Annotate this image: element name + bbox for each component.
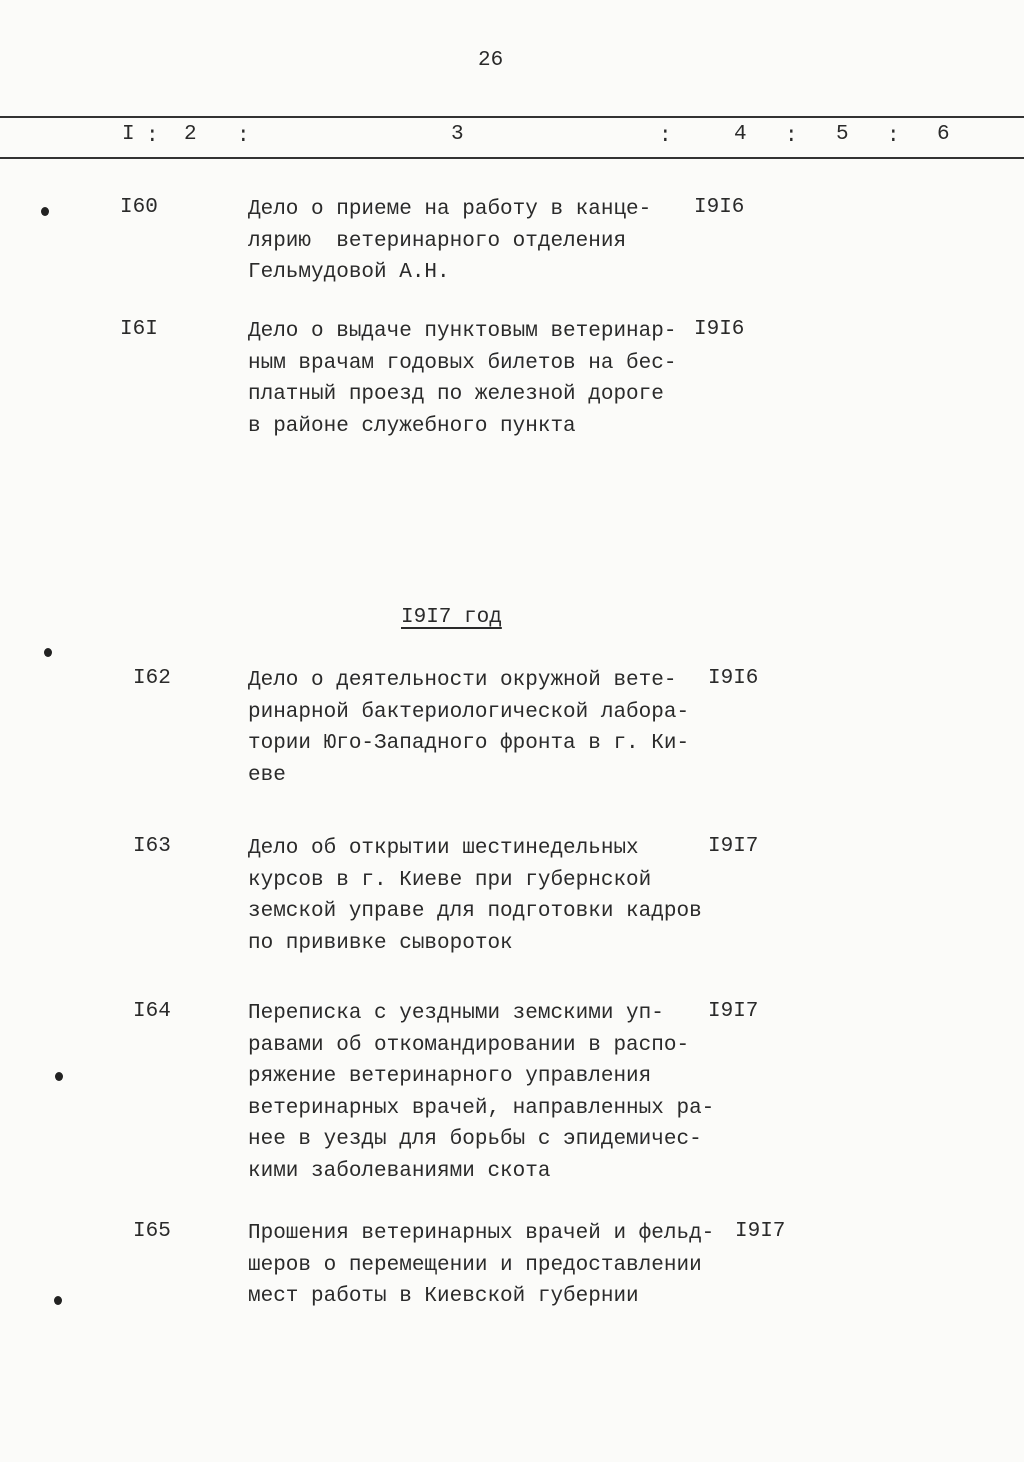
entry-title-line: Дело о приеме на работу в канце- (248, 198, 652, 221)
entry-title-line: ринарной бактериологической лабора- (248, 700, 690, 724)
entry-title-line: Прошения ветеринарных врачей и фельд- (248, 1222, 715, 1245)
entry-title-line: курсов в г. Киеве при губернской (248, 868, 652, 892)
entry-title-line: Переписка с уездными земскими уп- (248, 1002, 664, 1025)
header-bottom-rule (0, 157, 1024, 159)
column-header-1: I (122, 123, 135, 146)
entry-year: I9I7 (708, 1000, 759, 1023)
entry-title-line: равами об откомандировании в распо- (248, 1033, 690, 1057)
entry-year: I9I6 (708, 667, 759, 690)
column-header-6: 6 (937, 123, 950, 146)
entry-title-line: ным врачам годовых билетов на бес- (248, 351, 677, 375)
entry-title-line: ветеринарных врачей, направленных ра- (248, 1096, 715, 1120)
entry-title-line: Дело о деятельности окружной вете- (248, 669, 677, 692)
entry-number: I65 (133, 1220, 171, 1243)
entry-title-line: земской управе для подготовки кадров (248, 900, 702, 923)
entry-title-line: нее в уезды для борьбы с эпидемичес- (248, 1128, 702, 1151)
entry-title-line: тории Юго-Западного фронта в г. Ки- (248, 732, 690, 755)
entry-title-line: ряжение ветеринарного управления (248, 1065, 652, 1088)
entry-title-line: Гельмудовой А.Н. (248, 261, 450, 284)
entry-number: I62 (133, 667, 171, 690)
punch-hole-mark (55, 1072, 63, 1081)
entry-number: I64 (133, 1000, 171, 1023)
entry-number: I63 (133, 835, 171, 858)
punch-hole-mark (44, 648, 52, 657)
column-separator: : (887, 125, 900, 148)
entry-title-line: Дело об открытии шестинедельных (248, 837, 639, 860)
entry-year: I9I7 (735, 1220, 786, 1243)
section-heading-1917: I9I7 год (401, 606, 502, 629)
punch-hole-mark (41, 207, 49, 216)
entry-title-line: еве (248, 763, 286, 787)
column-separator: : (237, 125, 250, 148)
entry-title-line: платный проезд по железной дороге (248, 383, 664, 406)
entry-title-line: кими заболеваниями скота (248, 1159, 551, 1183)
entry-title-line: по прививке сывороток (248, 931, 513, 955)
entry-year: I9I6 (694, 318, 745, 341)
entry-title-line: в районе служебного пункта (248, 414, 576, 438)
punch-hole-mark (54, 1296, 62, 1305)
header-top-rule (0, 116, 1024, 118)
column-header-5: 5 (836, 123, 849, 146)
page-number: 26 (478, 49, 504, 72)
column-separator: : (146, 125, 159, 148)
entry-title-line: Дело о выдаче пунктовым ветеринар- (248, 320, 677, 343)
entry-year: I9I6 (694, 196, 745, 219)
entry-number: I60 (120, 196, 158, 219)
entry-year: I9I7 (708, 835, 759, 858)
entry-title-line: шеров о перемещении и предоставлении (248, 1253, 702, 1277)
entry-title-line: лярию ветеринарного отделения (248, 229, 627, 253)
column-header-2: 2 (184, 123, 197, 146)
column-separator: : (785, 125, 798, 148)
entry-title-line: мест работы в Киевской губернии (248, 1285, 639, 1308)
column-header-4: 4 (734, 123, 747, 146)
entry-number: I6I (120, 318, 158, 341)
column-separator: : (659, 125, 672, 148)
column-header-3: 3 (451, 123, 464, 146)
